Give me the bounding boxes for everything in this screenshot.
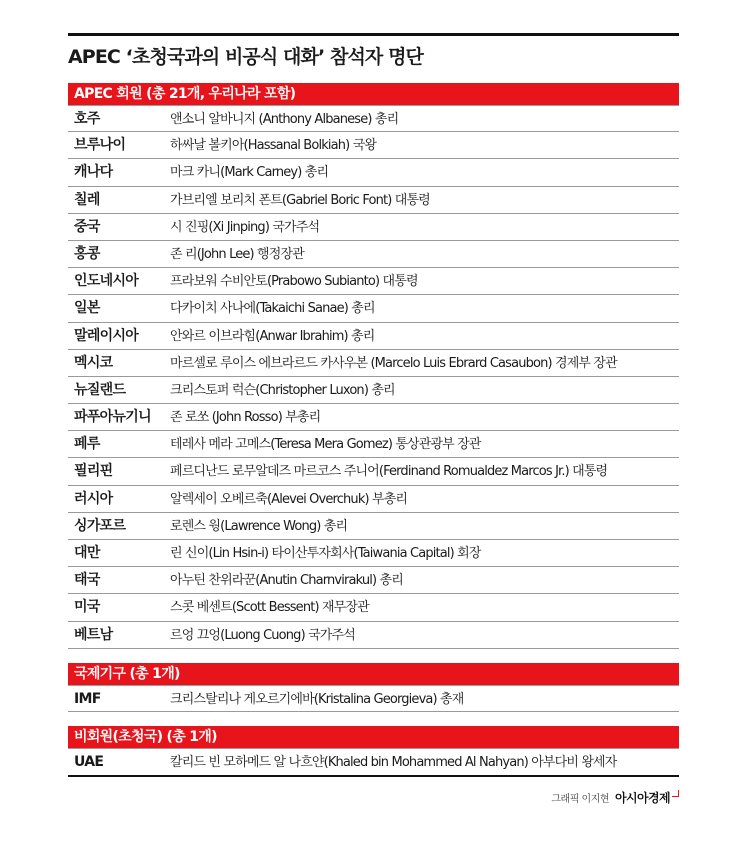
section-header: 비회원(초청국) (총 1개)	[68, 726, 679, 748]
attendee-row-philippines	[68, 458, 679, 485]
representative: 스콧 베센트(Scott Bessent) 재무장관	[170, 600, 369, 616]
representative: 르엉 끄엉(Luong Cuong) 국가주석	[170, 627, 355, 643]
attendee-row-indonesia	[68, 268, 679, 295]
graphic-credit: 그래픽 이지현	[551, 794, 610, 806]
representative: 페르디난드 로무알데즈 마르코스 주니어(Ferdinand Romualdez Marcos Jr.) 대통령	[170, 464, 608, 480]
economy-name: 말레이시아	[74, 327, 139, 344]
attendee-row-australia	[68, 105, 679, 132]
economy-name: 싱가포르	[74, 517, 126, 534]
economy-name: 칠레	[74, 191, 100, 208]
economy-name: 뉴질랜드	[74, 381, 126, 398]
section-apec-members	[68, 83, 679, 649]
economy-name: 미국	[74, 599, 100, 616]
economy-name: 필리핀	[74, 463, 113, 480]
economy-name: 호주	[74, 111, 100, 127]
attendee-row-canada	[68, 159, 679, 186]
bottom-rule	[68, 775, 679, 777]
representative: 칼리드 빈 모하메드 알 나흐얀(Khaled bin Mohammed Al Nahyan) 아부다비 왕세자	[170, 754, 617, 770]
attendee-row-usa	[68, 594, 679, 621]
representative: 가브리엘 보리치 폰트(Gabriel Boric Font) 대통령	[170, 192, 430, 208]
economy-name: 파푸아뉴기니	[74, 409, 151, 426]
attendee-row-malaysia	[68, 323, 679, 350]
economy-name: 대만	[74, 545, 100, 561]
section-international-org	[68, 663, 679, 712]
representative: 프라보워 수비안토(Prabowo Subianto) 대통령	[170, 274, 418, 290]
economy-name: IMF	[74, 690, 101, 707]
economy-name: 태국	[74, 572, 100, 589]
publisher-logo: 아시아경제	[615, 791, 670, 806]
attendee-row-new-zealand	[68, 377, 679, 404]
economy-name: 멕시코	[74, 354, 113, 371]
section-gap	[68, 712, 679, 726]
attendee-row-brunei	[68, 132, 679, 159]
economy-name: 베트남	[74, 626, 113, 643]
credit-line	[68, 788, 679, 806]
representative: 다카이치 사나에(Takaichi Sanae) 총리	[170, 301, 375, 317]
attendee-row-thailand	[68, 567, 679, 594]
section-guest-country	[68, 726, 679, 775]
economy-name: 중국	[74, 218, 100, 235]
representative: 마크 카니(Mark Carney) 총리	[170, 165, 329, 181]
attendee-list	[68, 105, 679, 649]
representative: 존 로쏘 (John Rosso) 부총리	[170, 410, 321, 426]
representative: 로렌스 웡(Lawrence Wong) 총리	[170, 518, 348, 534]
attendee-row-imf	[68, 685, 679, 712]
economy-name: 홍콩	[74, 245, 100, 262]
attendee-row-chile	[68, 187, 679, 214]
economy-name: 러시아	[74, 490, 113, 507]
attendee-list	[68, 685, 679, 712]
attendee-row-singapore	[68, 513, 679, 540]
attendee-row-mexico	[68, 350, 679, 377]
attendee-row-papua-new-guinea	[68, 404, 679, 431]
attendee-list	[68, 748, 679, 775]
representative: 테레사 메라 고메스(Teresa Mera Gomez) 통상관광부 장관	[170, 437, 481, 453]
attendee-row-japan	[68, 295, 679, 322]
section-header: 국제기구 (총 1개)	[68, 663, 679, 685]
roster-graphic	[68, 33, 679, 806]
economy-name: 일본	[74, 300, 100, 317]
attendee-row-uae	[68, 748, 679, 775]
representative: 알렉세이 오베르축(Alevei Overchuk) 부총리	[170, 491, 408, 507]
representative: 시 진핑(Xi Jinping) 국가주석	[170, 219, 320, 235]
attendee-row-vietnam	[68, 622, 679, 649]
attendee-row-hong-kong	[68, 241, 679, 268]
attendee-row-peru	[68, 431, 679, 458]
attendee-row-china	[68, 214, 679, 241]
attendee-row-taiwan	[68, 540, 679, 567]
representative: 크리스탈리나 게오르기에바(Kristalina Georgieva) 총재	[170, 691, 464, 707]
economy-name: 캐나다	[74, 164, 113, 181]
representative: 아누틴 찬위라꾼(Anutin Charnvirakul) 총리	[170, 573, 403, 589]
representative: 앤소니 알바니지 (Anthony Albanese) 총리	[170, 112, 399, 127]
top-rule	[68, 33, 679, 36]
representative: 존 리(John Lee) 행정장관	[170, 246, 304, 262]
economy-name: UAE	[74, 753, 104, 770]
economy-name: 브루나이	[74, 137, 126, 154]
representative: 크리스토퍼 럭슨(Christopher Luxon) 총리	[170, 382, 395, 398]
representative: 린 신이(Lin Hsin-i) 타이산투자회사(Taiwania Capital) 회장	[170, 546, 481, 561]
page-title: APEC ‘초청국과의 비공식 대화’ 참석자 명단	[68, 46, 423, 68]
brand-mark-icon	[672, 790, 679, 797]
representative: 안와르 이브라힘(Anwar Ibrahim) 총리	[170, 328, 375, 344]
economy-name: 인도네시아	[74, 273, 139, 290]
attendee-row-russia	[68, 486, 679, 513]
representative: 마르셀로 루이스 에브라르드 카사우본 (Marcelo Luis Ebrard Casaubon) 경제부 장관	[170, 355, 617, 371]
economy-name: 페루	[74, 436, 100, 453]
section-gap	[68, 649, 679, 663]
section-header: APEC 회원 (총 21개, 우리나라 포함)	[68, 83, 679, 105]
representative: 하싸날 볼키아(Hassanal Bolkiah) 국왕	[170, 138, 377, 154]
